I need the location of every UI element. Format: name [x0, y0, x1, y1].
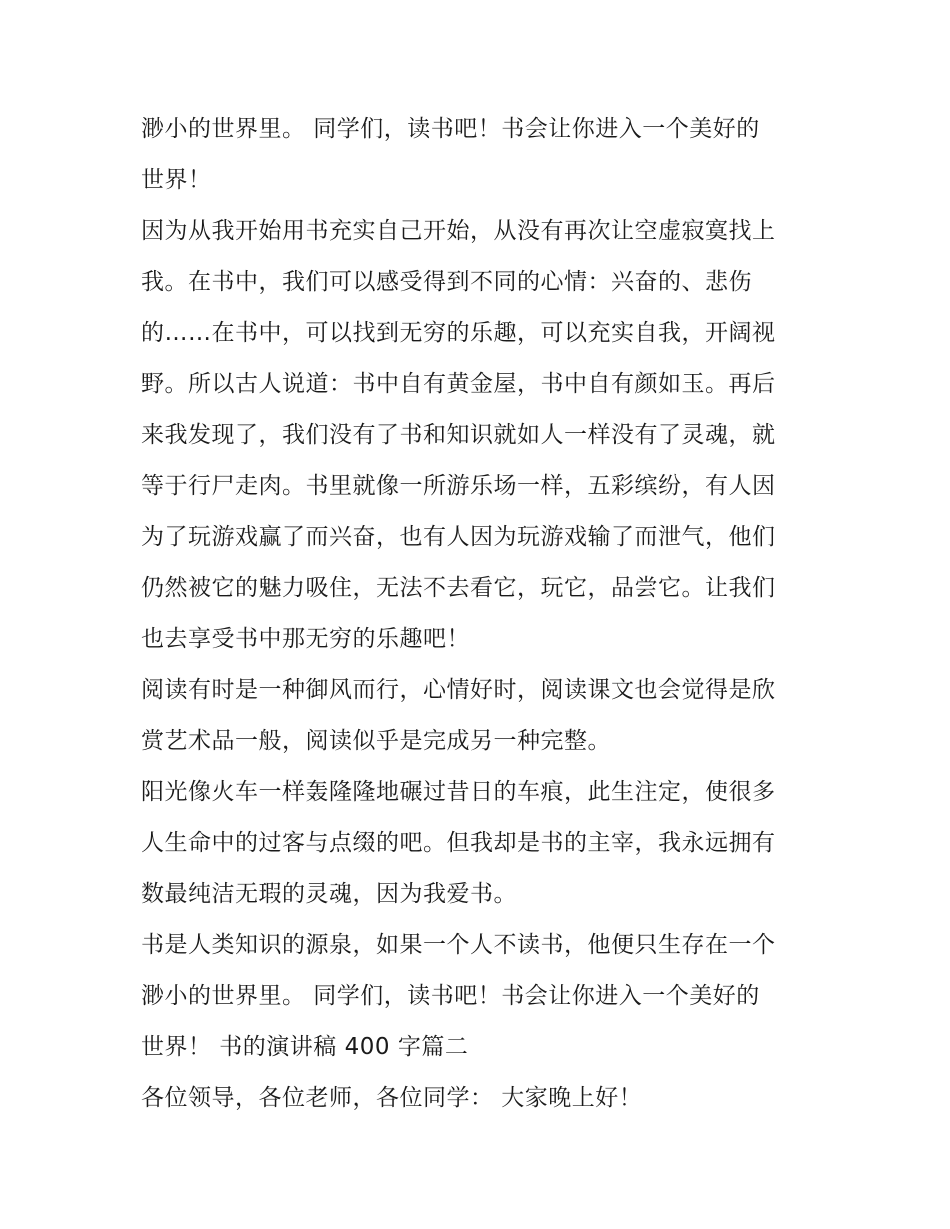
text-line: 阳光像火车一样轰隆隆地碾过昔日的车痕，此生注定，使很多	[141, 779, 776, 805]
body-text	[141, 104, 821, 1124]
text-line: 因为从我开始用书充实自己开始，从没有再次让空虚寂寞找上	[141, 218, 776, 244]
text-line: 赏艺术品一般，阅读似乎是完成另一种完整。	[141, 728, 611, 754]
text-line: 仍然被它的魅力吸住，无法不去看它，玩它，品尝它。让我们	[141, 575, 776, 601]
text-line: 等于行尸走肉。书里就像一所游乐场一样，五彩缤纷，有人因	[141, 473, 776, 499]
text-line: 各位领导，各位老师，各位同学： 大家晚上好！	[141, 1085, 643, 1111]
text-line: 书是人类知识的源泉，如果一个人不读书，他便只生存在一个	[141, 932, 776, 958]
text-line: 世界！	[141, 167, 212, 193]
text-line: 世界！ 书的演讲稿 400 字篇二	[141, 1034, 469, 1060]
text-line: 阅读有时是一种御风而行，心情好时，阅读课文也会觉得是欣	[141, 677, 776, 703]
text-line: 我。在书中，我们可以感受得到不同的心情：兴奋的、悲伤	[141, 269, 752, 295]
text-line: 为了玩游戏赢了而兴奋，也有人因为玩游戏输了而泄气，他们	[141, 524, 776, 550]
text-line: 渺小的世界里。 同学们，读书吧！书会让你进入一个美好的	[141, 983, 760, 1009]
text-line: 的……在书中，可以找到无穷的乐趣，可以充实自我，开阔视	[141, 320, 776, 346]
text-line: 人生命中的过客与点缀的吧。但我却是书的主宰，我永远拥有	[141, 830, 776, 856]
text-line: 渺小的世界里。 同学们，读书吧！书会让你进入一个美好的	[141, 116, 760, 142]
text-line: 来我发现了，我们没有了书和知识就如人一样没有了灵魂，就	[141, 422, 776, 448]
text-line: 野。所以古人说道：书中自有黄金屋，书中自有颜如玉。再后	[141, 371, 776, 397]
text-line: 也去享受书中那无穷的乐趣吧！	[141, 626, 470, 652]
text-line: 数最纯洁无瑕的灵魂，因为我爱书。	[141, 881, 517, 907]
